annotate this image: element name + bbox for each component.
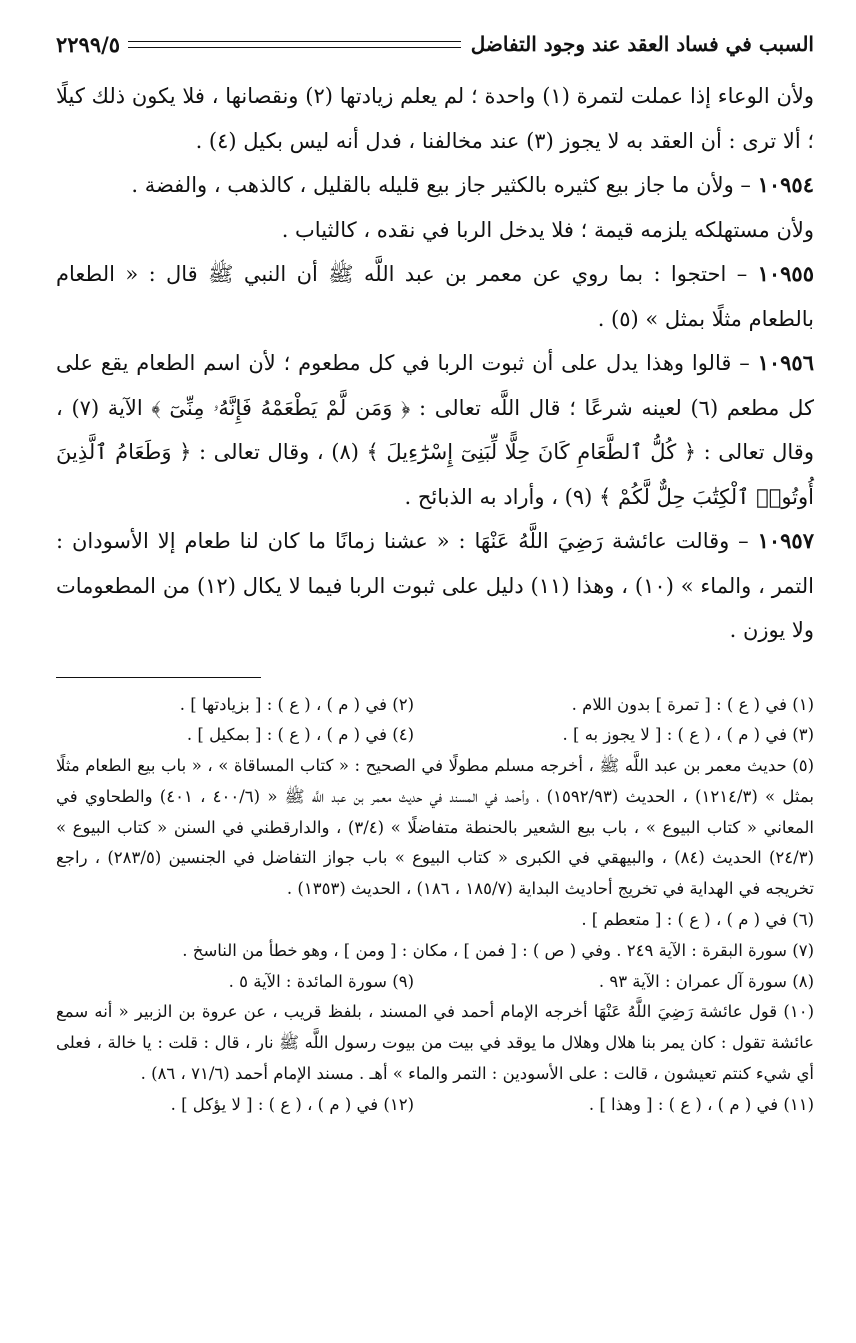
paragraph-number: ١٠٩٥٦ [757, 350, 814, 375]
footnote-separator [56, 677, 261, 678]
footnote: (١١) في ( م ) ، ( ع ) : [ وهذا ] . [588, 1094, 814, 1114]
paragraph [56, 208, 814, 253]
footnotes [56, 690, 814, 1121]
header-rule [128, 41, 461, 48]
footnote: (١٠) قول عائشة رَضِيَ اللَّهُ عَنْهَا أخرجه الإمام أحمد في المسند ، بلفظ قريب ، عن عروة بن الزبير « أنه سمع عائشة تقول : كان يمر بنا هلال وهلال ما يوقد في بيت من بيوت رسول اللَّه ﷺ نار ، قال : قلت : يا خالة ، فعلى أي شيء كنتم تعيشون ، قالت : على الأسودين : التمر والماء » أهـ . مسند الإمام أحمد (٧١/٦ ، ٨٦) . [56, 1002, 814, 1084]
footnote: (٩) سورة المائدة : الآية ٥ . [228, 971, 414, 991]
paragraph-text: ولأن الوعاء إذا عملت لتمرة (١) واحدة ؛ لم يعلم زيادتها (٢) ونقصانها ، فلا يكون ذلك كيلًا ؛ ألا ترى : أن العقد به لا يجوز (٣) عند مخالفنا ، فدل أنه ليس بكيل (٤) . [56, 84, 814, 153]
footnote-row [56, 720, 814, 751]
footnote: (٨) سورة آل عمران : الآية ٩٣ . [598, 971, 814, 991]
footnote: (٢) في ( م ) ، ( ع ) : [ بزيادتها ] . [179, 694, 414, 714]
paragraph-text: – قالوا وهذا يدل على أن ثبوت الربا في كل مطعوم ؛ لأن اسم الطعام يقع على كل مطعم (٦) لعينه شرعًا ؛ قال اللَّه تعالى : ﴿ وَمَن لَّمْ يَطْعَمْهُ فَإِنَّهُۥ مِنِّىٓ ﴾ الآية (٧) ، وقال تعالى : ﴿ كُلُّ ٱلطَّعَامِ كَانَ حِلًّا لِّبَنِىٓ إِسْرَٰٓءِيلَ ﴾ (٨) ، وقال تعالى : ﴿ وَطَعَامُ ٱلَّذِينَ أُوتُوا۟ ٱلْكِتَٰبَ حِلٌّ لَّكُمْ ﴾ (٩) ، وأراد به الذبائح . [56, 351, 814, 509]
paragraph-text: – احتجوا : بما روي عن معمر بن عبد اللَّه ﷺ أن النبي ﷺ قال : « الطعام بالطعام مثلًا بمثل » (٥) . [56, 262, 814, 331]
paragraph [56, 341, 814, 519]
paragraph [56, 163, 814, 208]
main-text [56, 74, 814, 653]
footnote: (٤) في ( م ) ، ( ع ) : [ بمكيل ] . [186, 725, 414, 745]
footnote: (٧) سورة البقرة : الآية ٢٤٩ . وفي ( ص ) : [ فمن ] ، مكان : [ ومن ] ، وهو خطأ من الناسخ . [182, 940, 814, 960]
footnote-row [56, 690, 814, 721]
footnote-row [56, 1090, 814, 1121]
book-page [56, 22, 814, 1121]
paragraph-number: ١٠٩٥٥ [757, 261, 814, 286]
page-number: ٢٢٩٩/٥ [56, 31, 121, 57]
paragraph-text: – ولأن ما جاز بيع كثيره بالكثير جاز بيع قليله بالقليل ، كالذهب ، والفضة . [131, 173, 751, 197]
paragraph-number: ١٠٩٥٤ [757, 172, 814, 197]
paragraph [56, 74, 814, 163]
footnote: (٥) حديث معمر بن عبد اللَّه ﷺ ، أخرجه مسلم مطولًا في الصحيح : « كتاب المساقاة » ، « باب بيع الطعام مثلًا بمثل » (١٢١٤/٣) ، الحديث (١٥٩٢/٩٣) ، وأحمد في المسند في حديث معمر بن عبد اللَّه ﷺ « (٤٠٠/٦ ، ٤٠١) والطحاوي في المعاني « كتاب البيوع » ، باب بيع الشعير بالحنطة متفاضلًا » (٣/٤) ، والدارقطني في السنن « كتاب البيوع » (٢٤/٣) الحديث (٨٤) ، والبيهقي في الكبرى « كتاب البيوع » باب جواز التفاضل في الجنسين (٢٨٣/٥) ، راجع تخريجه في الهداية في تخريج أحاديث البداية (١٨٥/٧ ، ١٨٦) ، الحديث (١٣٥٣) . [56, 756, 815, 899]
footnote-row [56, 967, 814, 998]
paragraph-text: ولأن مستهلكه يلزمه قيمة ؛ فلا يدخل الربا في نقده ، كالثياب . [281, 217, 814, 242]
footnote: (١) في ( ع ) : [ تمرة ] بدون اللام . [571, 694, 814, 714]
paragraph-text: – وقالت عائشة رَضِيَ اللَّهُ عَنْهَا : « عشنا زمانًا ما كان لنا طعام إلا الأسودان : التمر ، والماء » (١٠) ، وهذا (١١) دليل على ثبوت الربا فيما لا يكال (١٢) من المطعومات ولا يوزن . [56, 529, 815, 642]
footnote: (٦) في ( م ) ، ( ع ) : [ متعطم ] . [581, 910, 814, 930]
footnote: (٣) في ( م ) ، ( ع ) : [ لا يجوز به ] . [562, 725, 814, 745]
running-header [56, 22, 814, 66]
footnote: (١٢) في ( م ) ، ( ع ) : [ لا يؤكل ] . [170, 1094, 414, 1114]
header-title: السبب في فساد العقد عند وجود التفاضل [470, 32, 814, 56]
paragraph-number: ١٠٩٥٧ [757, 528, 814, 553]
paragraph [56, 252, 814, 341]
paragraph [56, 519, 814, 653]
